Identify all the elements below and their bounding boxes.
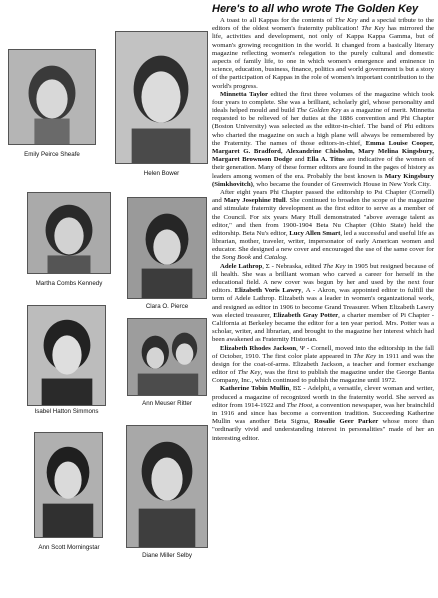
photo-caption: Clara O. Pierce: [145, 303, 189, 310]
text-run: and a special tribute to the editors of the oldest women's fraternity publication!: [212, 17, 434, 33]
publication-title: The Key: [237, 369, 261, 377]
text-run: , a convention newspaper, was her brainchild in 1916 and since has become a convention tradition. Succeeding Katherine Mullin was another Beta Sigma,: [212, 401, 434, 426]
editor-name: Mary Josephine Hull: [223, 197, 286, 205]
editor-name: Elizabeth Rhodes Jackson: [220, 344, 297, 352]
editor-name: Ella A. Titus: [307, 156, 345, 164]
text-run: in 1905 but resigned because of ill health. She was a brilliant woman who carved a career for herself in the educational field. A new cover was begun by her and used by the next four editors.: [212, 262, 434, 295]
text-run: whose more than "ordinarily vivid and understanding interest in personalities" made of her an interesting editor.: [212, 418, 434, 442]
photo-caption: Ann Scott Morningstar: [38, 544, 100, 551]
portrait-photo-helen-bower: [115, 31, 208, 164]
editor-name: Rosalie Geer Parker: [314, 418, 379, 426]
editor-name: Adele Lathrop: [220, 262, 263, 270]
text-run: .: [285, 254, 288, 262]
article-paragraph: [212, 263, 434, 345]
portrait-photo-emily-peirce-sheafe: [8, 49, 96, 145]
text-run: , was the first to publish the magazine under the George Banta Company, Inc., which continued to publish the magazine until 1972.: [212, 369, 435, 385]
text-run: , Α - Akron, was appointed editor to fulfill the term of Adele Lathrop. Elizabeth was a leader in women's organizational work, and resigned as editor in 1906 to become Grand Treasurer. When Elizabeth Lawry was elected treasurer,: [212, 287, 434, 319]
text-run: A toast to all Kappas for the contents of: [220, 17, 335, 24]
text-run: are indicative of the women of their generation. Many of these former editors are found in the pages of history as leaders among women of the era. Probably the best known is: [212, 156, 435, 180]
article-title: Here's to all who wrote The Golden Key: [212, 3, 419, 15]
photo-caption: Helen Bower: [143, 170, 180, 177]
editor-name: Elizabeth Voris Lawry: [234, 287, 302, 295]
photo-caption: Isabel Hatton Simmons: [34, 408, 99, 415]
article-paragraph: [212, 17, 434, 91]
photo-caption: Ann Meuser Ritter: [142, 400, 192, 407]
publication-title: The Hoot: [286, 401, 313, 409]
text-run: , led a successful and useful life as librarian, mother, traveler, writer, impersonator of early American women and educator. She designed a new cover and encouraged the use of the same cover for the: [212, 229, 434, 262]
article-paragraph: [212, 189, 434, 263]
editor-name: Lucy Allen Smart: [289, 229, 341, 237]
text-run: and: [251, 254, 265, 262]
editor-name: Katherine Tobin Mullin: [220, 385, 290, 393]
editor-name: Mary Kingsbury (Simkhovitch): [212, 172, 434, 188]
text-run: as a magazine of merit. Minnetta requested to be relieved of her duties at the 1886 convention and Phi Chapter (Boston University) was selected as the editor-in-chief. The band of Phi editors who charted the magazine on such a high plane will always be remembered by the Fraternity. The names of those editors-in-chief,: [212, 107, 435, 147]
portrait-photo-martha-combs-kennedy: [27, 192, 111, 274]
publication-title: The Golden Key: [296, 107, 342, 115]
text-run: . She continued to broaden the scope of the magazine and stimulate fraternity development as the first editor to serve as a member of the Council. For six years Mary Hull demonstrated "above average talent as editor," and then from 1900-1904 Beta Nu Chapter (Ohio State) held the editorship. Beta Nu's editor,: [212, 197, 434, 237]
publication-title: Catalog: [264, 254, 286, 262]
text-run: , Ψ - Cornell, moved into the editorship in the fall of October, 1910. The first color plate appeared in: [212, 344, 434, 360]
text-run: , a charter member of Pi Chapter - California at Berkeley became the editor for a ten year period. Mrs. Potter was a scholar, writer, and librarian, and brought to the magazine her interest which had been awakened as Fraternity Historian.: [212, 311, 434, 344]
portrait-photo-clara-o-pierce: [127, 197, 207, 299]
photo-caption: Emily Peirce Sheafe: [24, 151, 80, 158]
publication-title: Song Book: [221, 254, 251, 262]
portrait-photo-ann-scott-morningstar: [34, 432, 103, 538]
text-run: in 1911 and was the design for the coat-of-arms. Elizabeth Jackson, a teacher and former exchange editor of: [212, 352, 435, 377]
photo-caption: Martha Combs Kennedy: [35, 280, 103, 287]
article-paragraph: [212, 91, 434, 189]
portrait-photo-diane-miller-selby: [126, 425, 208, 548]
editor-name: Elizabeth Gray Potter: [273, 311, 339, 319]
text-run: , Σ - Nebraska, edited: [262, 262, 324, 270]
publication-title: The Key: [361, 25, 385, 33]
text-run: After eight years Phi Chapter passed the editorship to Psi Chapter (Cornell) and: [212, 188, 434, 205]
portrait-photo-ann-meuser-ritter: [127, 318, 207, 396]
text-run: , ΒΣ - Adelphi, a versatile, clever woman and writer, produced a magazine of recognized worth in the fraternity world. She served as editor from 1914-1922 and: [212, 385, 435, 409]
text-run: has mirrored the life, activities and development, not only of Kappa Kappa Gamma, but of woman's growing recognition in the world. It changed from a basically literary magazine reflecting women's relegation to the purely cultural and domestic aspects of family life, to one in which women's emergence and eminence in science, education, business, finance, politics and world government is but a story of the participation of Kappas in the role of women's important contribution to the world's progress.: [212, 25, 435, 90]
publication-title: The Key: [323, 262, 346, 270]
editor-name: Minnetta Taylor: [220, 90, 268, 98]
text-run: and: [292, 156, 307, 164]
editor-name: Emma Louise Cooper, Margaret G. Bradford, Alexandrine Chisholm, Mary Melina Kingsbury, Margaret Brownson Dodge: [212, 139, 434, 164]
text-run: , who became the founder of Greenwich House in New York City.: [252, 180, 431, 188]
article-paragraph: [212, 345, 434, 386]
text-run: edited the first three volumes of the magazine which took four years to complete. She was a brilliant, scholarly girl, whose personality and ideals helped mould and build: [212, 90, 434, 115]
publication-title: The Key: [334, 17, 358, 24]
article-body: [212, 17, 434, 443]
publication-title: The Key: [353, 352, 377, 360]
photo-caption: Diane Miller Selby: [142, 552, 192, 559]
portrait-photo-isabel-hatton-simmons: [27, 305, 106, 406]
article-paragraph: [212, 385, 434, 442]
